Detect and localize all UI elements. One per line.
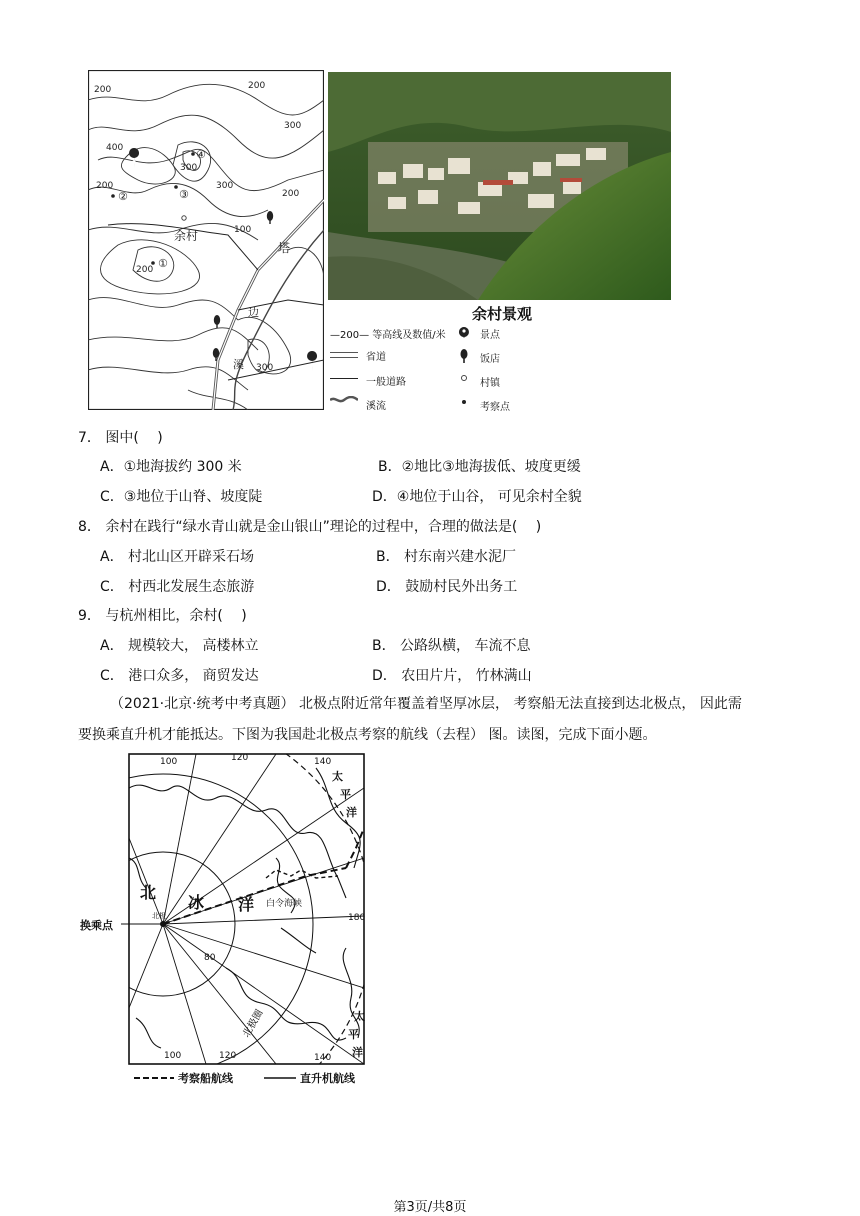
q7-option-a: A．①地海拔约 300 米	[100, 459, 242, 475]
arctic-route-map	[76, 748, 376, 1090]
legend-heli-route: 直升机航线	[300, 1072, 355, 1085]
legend-road: 一般道路	[366, 377, 406, 388]
scenic-spot-icon	[458, 326, 470, 340]
q8-option-d: D． 鼓励村民外出务工	[376, 579, 518, 595]
legend-road-symbol	[330, 378, 358, 379]
q9-stem: 9． 与杭州相比，余村( )	[78, 608, 247, 624]
photo-caption: 余村景观	[472, 305, 533, 323]
survey-point-2: ②	[118, 190, 128, 203]
transfer-point-label: 换乘点	[80, 919, 113, 932]
q7-option-d: D．④地位于山谷， 可见余村全貌	[372, 489, 582, 505]
yucun-topographic-map	[88, 70, 324, 410]
legend-contour: —200— 等高线及数值/米	[330, 330, 446, 341]
legend-province-road: 省道	[366, 352, 386, 363]
contour-label: 200	[248, 81, 266, 91]
contour-label: 300	[180, 163, 198, 173]
passage-line-1: （2021·北京·统考中考真题） 北极点附近常年覆盖着坚厚冰层， 考察船无法直接到达北极点， 因此需	[110, 696, 742, 712]
restaurant-icon	[459, 349, 469, 363]
survey-point-icon	[460, 398, 468, 406]
survey-point-4: ④	[196, 148, 206, 161]
pacific-label: 太	[332, 770, 343, 783]
pacific-label: 洋	[346, 806, 357, 819]
bian-label: 边	[248, 306, 259, 319]
page-footer: 第3页/共8页	[393, 1200, 467, 1215]
ocean-label: 北	[140, 883, 157, 902]
q9-option-b: B． 公路纵横， 车流不息	[372, 638, 531, 654]
village-label: 余村	[174, 229, 199, 243]
lon-label: 140	[314, 757, 332, 767]
ocean-label: 洋	[238, 895, 255, 914]
passage-line-2: 要换乘直升机才能抵达。下图为我国赴北极点考察的航线（去程） 图。读图，完成下面小题。	[78, 727, 657, 743]
survey-point-3: ③	[179, 188, 189, 201]
pacific-label: 平	[348, 1028, 359, 1041]
contour-label: 200	[136, 265, 154, 275]
lon-label: 100	[164, 1051, 182, 1061]
pagoda-label: 塔	[278, 241, 291, 255]
lon-label: 180	[348, 913, 366, 923]
contour-label: 100	[234, 225, 252, 235]
contour-label: 400	[106, 143, 124, 153]
legend-stream: 溪流	[366, 401, 386, 412]
legend-town: 村镇	[480, 378, 500, 389]
lon-label: 140	[314, 1053, 332, 1063]
legend-ship-route: 考察船航线	[178, 1072, 233, 1085]
legend-scenic: 景点	[480, 330, 500, 341]
town-icon	[460, 374, 468, 382]
pacific-label: 洋	[352, 1046, 363, 1059]
legend-survey: 考察点	[480, 402, 510, 413]
q9-option-a: A． 规模较大， 高楼林立	[100, 638, 259, 654]
q7-stem: 7． 图中( )	[78, 430, 163, 446]
lat-label: 80	[204, 953, 216, 963]
yucun-landscape-photo	[328, 72, 671, 300]
q7-option-b: B．②地比③地海拔低、坡度更缓	[378, 459, 581, 475]
contour-label: 300	[256, 363, 274, 373]
pole-label: 北极	[152, 912, 166, 920]
contour-label: 300	[284, 121, 302, 131]
survey-point-1: ①	[158, 257, 168, 270]
xi-label: 溪	[233, 358, 244, 371]
lon-label: 120	[219, 1051, 237, 1061]
bering-strait-label: 白令海峡	[266, 899, 303, 909]
q9-option-d: D． 农田片片， 竹林满山	[372, 668, 532, 684]
arctic-circle-label: 北极圈	[241, 1008, 266, 1040]
legend-restaurant: 饭店	[480, 354, 500, 365]
contour-label: 200	[94, 85, 112, 95]
pacific-label: 平	[340, 788, 351, 801]
contour-label: 200	[96, 181, 114, 191]
contour-label: 300	[216, 181, 234, 191]
legend-province-road-symbol	[330, 352, 358, 358]
q8-option-a: A． 村北山区开辟采石场	[100, 549, 255, 565]
lon-label: 120	[231, 753, 249, 763]
lon-label: 100	[160, 757, 178, 767]
q9-option-c: C． 港口众多， 商贸发达	[100, 668, 259, 684]
legend-stream-symbol	[330, 396, 358, 404]
q7-option-c: C．③地位于山脊、坡度陡	[100, 489, 263, 505]
q8-option-c: C． 村西北发展生态旅游	[100, 579, 255, 595]
contour-label: 200	[282, 189, 300, 199]
pacific-label: 太	[354, 1010, 365, 1023]
ocean-label: 冰	[188, 893, 205, 912]
q8-stem: 8． 余村在践行“绿水青山就是金山银山”理论的过程中，合理的做法是( )	[78, 519, 542, 535]
q8-option-b: B． 村东南兴建水泥厂	[376, 549, 517, 565]
